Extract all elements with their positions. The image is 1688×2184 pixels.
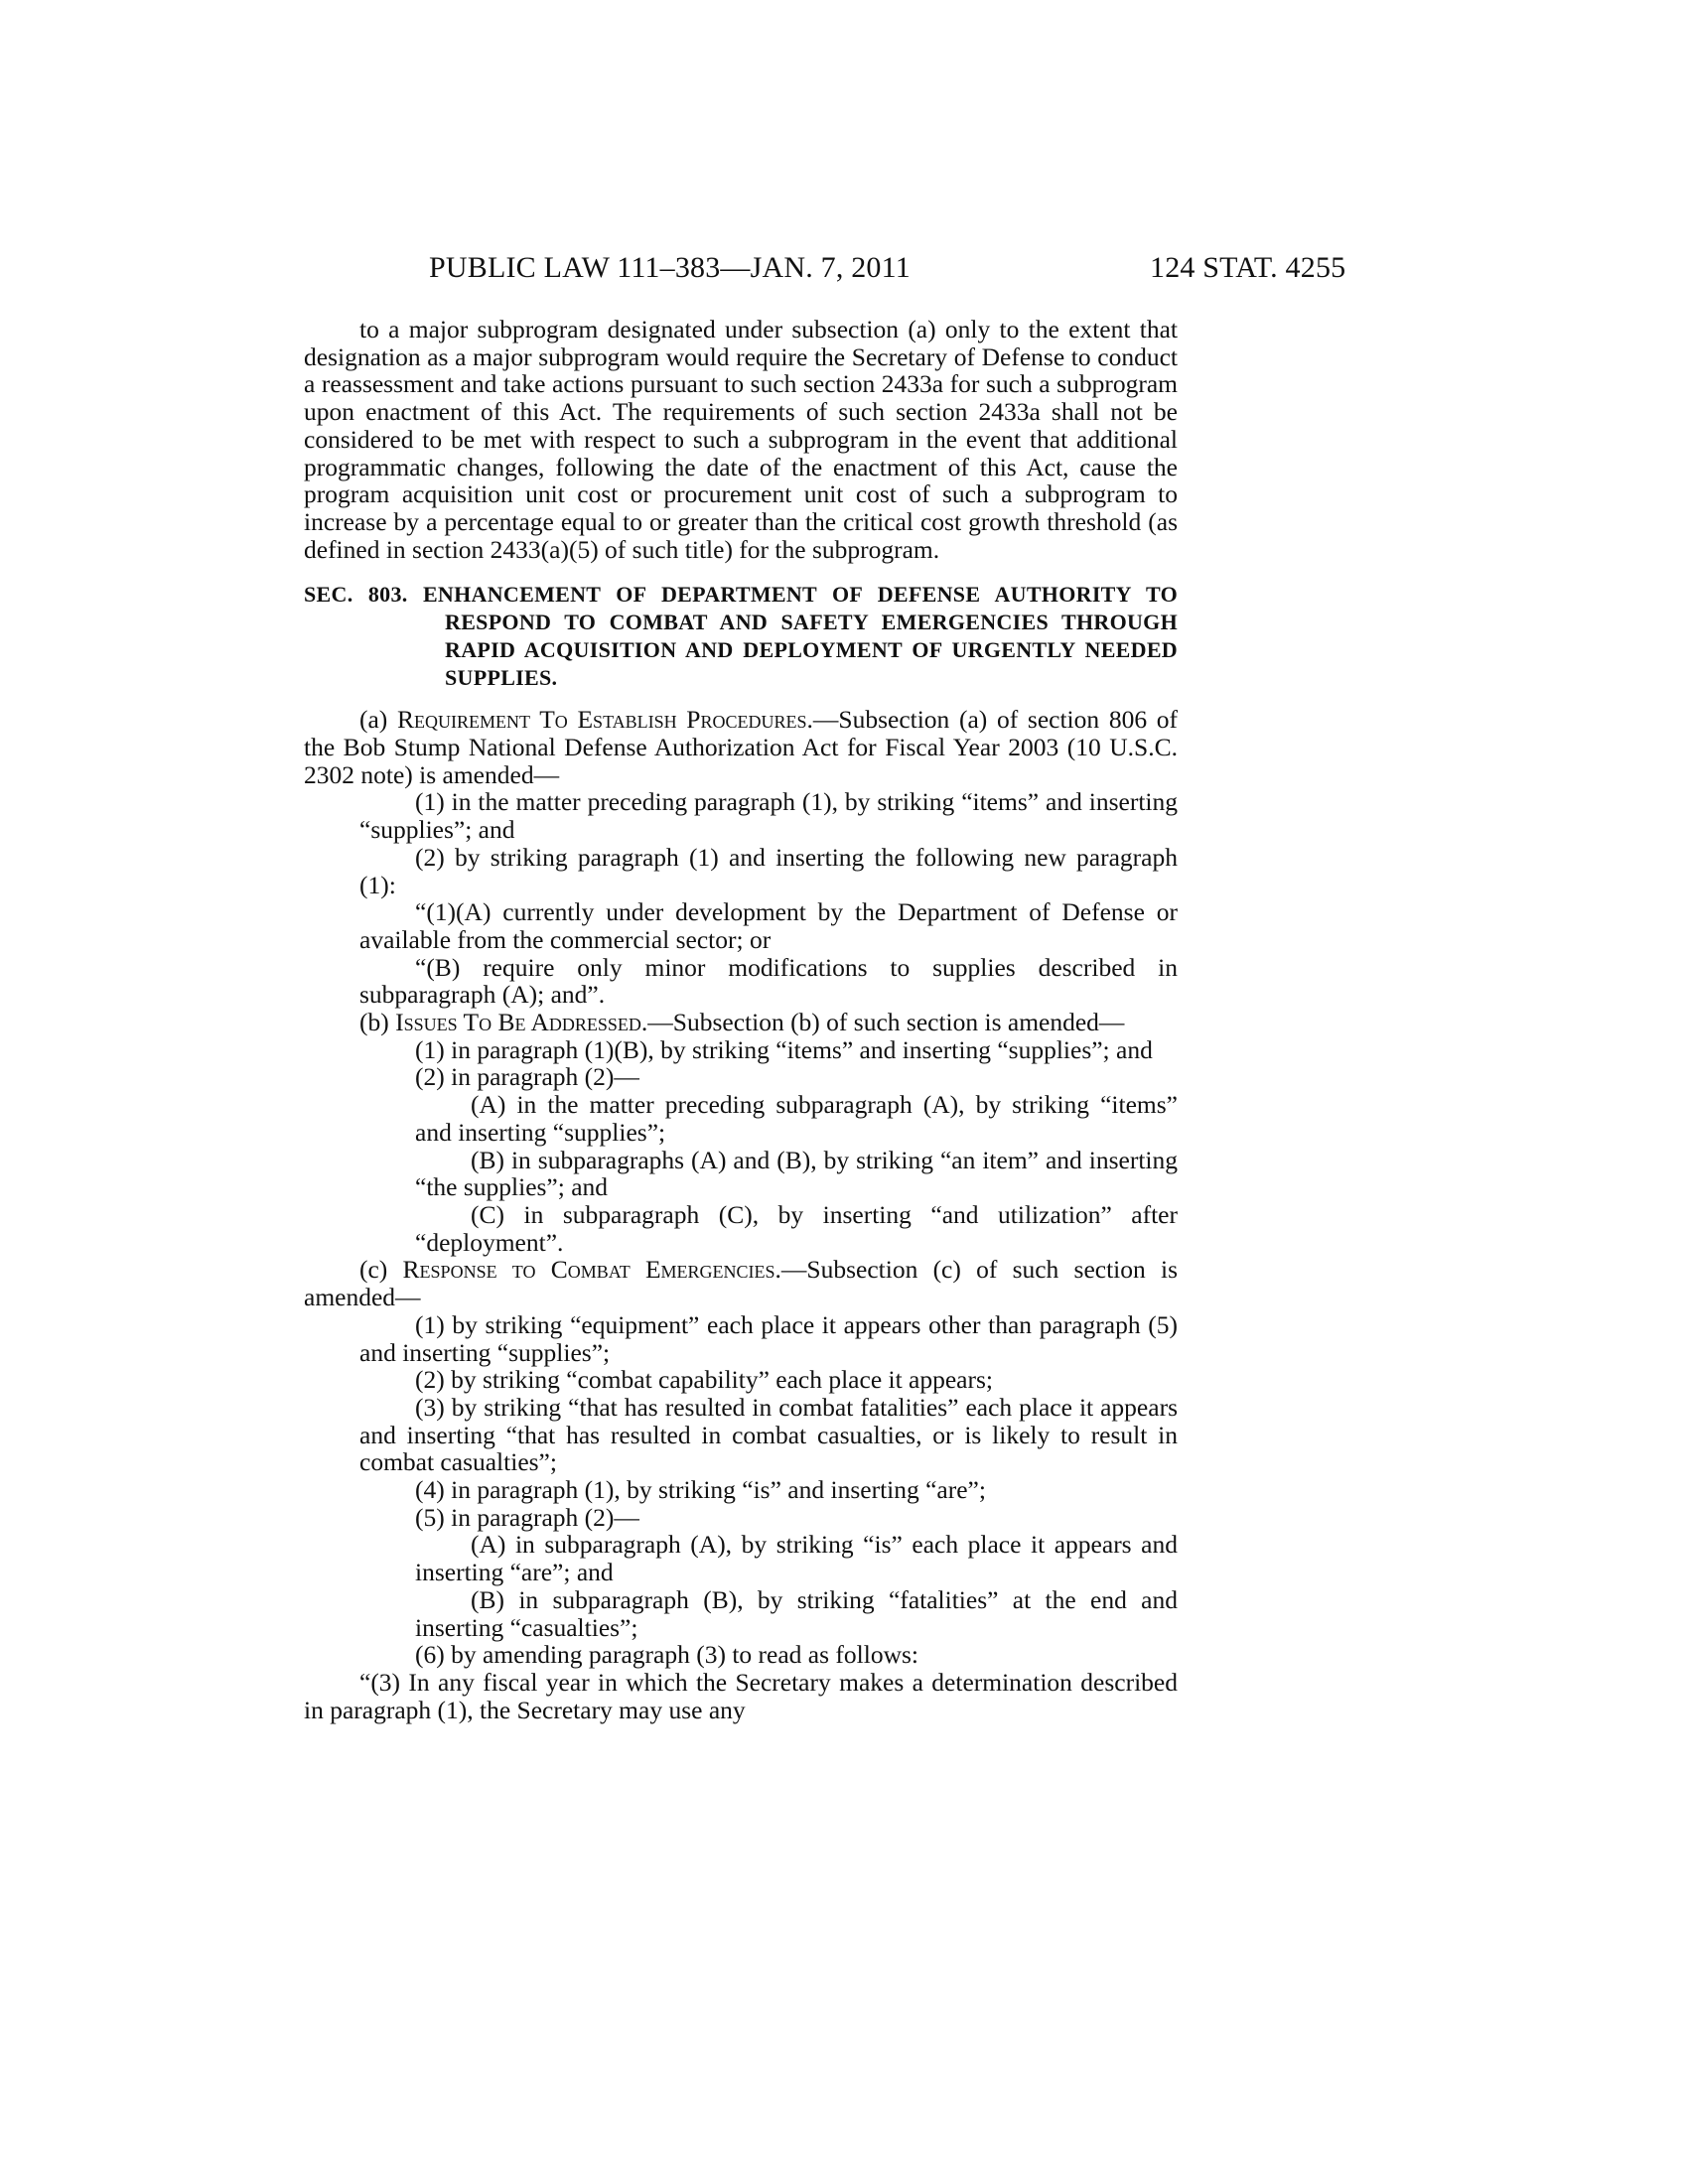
- subsection-b-paragraph-1: (1) in paragraph (1)(B), by striking “items” and inserting “supplies”; and: [415, 1034, 1153, 1064]
- document-body: [304, 316, 1178, 1723]
- subsection-c-heading: Response to Combat Emergencies: [402, 1255, 775, 1285]
- subsection-c-paragraph-1: (1) by striking “equipment” each place it appears other than paragraph (5) and inserting “supplies”;: [359, 1309, 1178, 1367]
- subsection-a-label: (a): [359, 705, 397, 735]
- subsection-b-paragraph-2: (2) in paragraph (2)—: [415, 1062, 639, 1092]
- quoted-paragraph-1a: “(1)(A) currently under development by the Department of Defense or available from the commercial sector; or: [359, 897, 1178, 954]
- subsection-b-label: (b): [359, 1008, 396, 1037]
- running-header-title: PUBLIC LAW 111–383—JAN. 7, 2011: [429, 251, 911, 284]
- quoted-paragraph-3: “(3) In any fiscal year in which the Secretary makes a determination described in paragraph (1), the Secretary may use any: [304, 1667, 1178, 1724]
- subsection-c-text: .—Subsection (c) of such section is amended—: [304, 1255, 1179, 1312]
- subsection-a: [304, 706, 1178, 788]
- subsection-b-subparagraph-a: (A) in the matter preceding subparagraph (A), by striking “items” and inserting “supplies”;: [415, 1090, 1178, 1147]
- subsection-c-paragraph-5: (5) in paragraph (2)—: [415, 1502, 639, 1532]
- subsection-b-text: .—Subsection (b) of such section is amended—: [640, 1008, 1125, 1037]
- subsection-a-paragraph-2: (2) by striking paragraph (1) and inserting the following new paragraph (1):: [359, 842, 1178, 899]
- subsection-b: [304, 1009, 1178, 1036]
- subsection-c-label: (c): [359, 1255, 403, 1285]
- subsection-c-paragraph-4: (4) in paragraph (1), by striking “is” and inserting “are”;: [415, 1475, 986, 1505]
- subsection-b-subparagraph-b: (B) in subparagraphs (A) and (B), by striking “an item” and inserting “the supplies”; and: [415, 1145, 1178, 1202]
- quoted-paragraph-1b: “(B) require only minor modifications to supplies described in subparagraph (A); and”.: [359, 952, 1178, 1010]
- subsection-b-heading: Issues To Be Addressed: [395, 1008, 641, 1037]
- subsection-c-paragraph-3: (3) by striking “that has resulted in combat fatalities” each place it appears and inserting “that has resulted in combat casualties, or is likely to result in combat casualties”;: [359, 1392, 1178, 1477]
- section-heading: SEC. 803. ENHANCEMENT OF DEPARTMENT OF DEFENSE AUTHORITY TO RESPOND TO COMBAT AND SAFETY EMERGENCIES THROUGH RAPID ACQUISITION AND DEPLOYMENT OF URGENTLY NEEDED SUPPLIES.: [304, 582, 1178, 691]
- subsection-c-subparagraph-b: (B) in subparagraph (B), by striking “fatalities” at the end and inserting “casualties”;: [415, 1584, 1178, 1642]
- subsection-a-text: .—Subsection (a) of section 806 of the Bob Stump National Defense Authorization Act for Fiscal Year 2003 (10 U.S.C. 2302 note) is amended—: [304, 705, 1178, 789]
- subsection-a-paragraph-1: (1) in the matter preceding paragraph (1), by striking “items” and inserting “supplies”; and: [359, 787, 1178, 845]
- subsection-b-subparagraph-c: (C) in subparagraph (C), by inserting “and utilization” after “deployment”.: [415, 1199, 1178, 1257]
- subsection-c-paragraph-2: (2) by striking “combat capability” each place it appears;: [415, 1365, 994, 1395]
- running-header-page-number: 124 STAT. 4255: [1150, 251, 1346, 284]
- subsection-a-heading: Requirement To Establish Procedures: [397, 705, 807, 735]
- subsection-c-paragraph-6: (6) by amending paragraph (3) to read as follows:: [415, 1640, 918, 1670]
- subsection-c-subparagraph-a: (A) in subparagraph (A), by striking “is” each place it appears and inserting “are”; and: [415, 1530, 1178, 1587]
- subsection-c: [304, 1256, 1178, 1310]
- intro-paragraph: to a major subprogram designated under subsection (a) only to the extent that designation as a major subprogram would require the Secretary of Defense to conduct a reassessment and take actions pursuant to such section 2433a for such a subprogram upon enactment of this Act. The requirements of such section 2433a shall not be considered to be met with respect to such a subprogram in the event that additional programmatic changes, following the date of the enactment of this Act, cause the program acquisition unit cost or procurement unit cost of such a subprogram to increase by a percentage equal to or greater than the critical cost growth threshold (as defined in section 2433(a)(5) of such title) for the subprogram.: [304, 315, 1178, 564]
